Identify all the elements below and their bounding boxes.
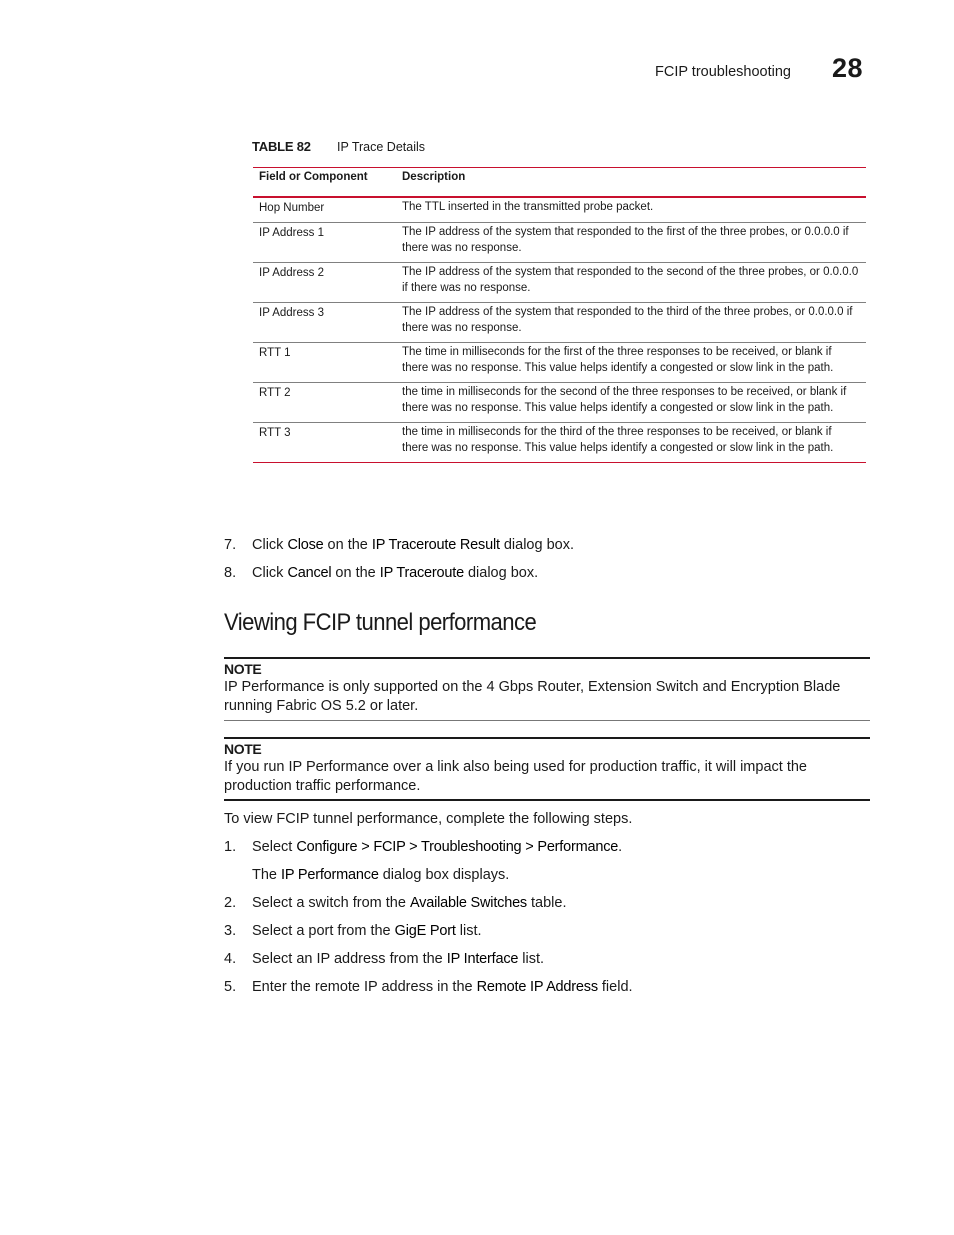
ip-trace-details-table (253, 167, 866, 463)
ui-term-menu-path: Configure > FCIP > Troubleshooting > Performance (296, 839, 619, 855)
table-row (253, 382, 866, 422)
step-number: 3. (224, 923, 237, 939)
step-8-text (252, 565, 538, 581)
step-number: 2. (224, 895, 237, 911)
note-label: NOTE (224, 741, 262, 757)
step-text-part: Click (252, 537, 288, 553)
section-heading: Viewing FCIP tunnel performance (224, 609, 537, 636)
step-1-text (252, 839, 622, 855)
chapter-number: 28 (832, 53, 864, 83)
step-text-part: Enter the remote IP address in the (252, 979, 477, 995)
row-field: Hop Number (253, 197, 396, 222)
ui-term-list: GigE Port (394, 923, 456, 939)
step-number: 8. (224, 565, 237, 581)
table-row (253, 197, 866, 222)
step-text-part: Select (252, 839, 297, 855)
step-text-part: . (618, 839, 623, 855)
note-body (224, 678, 864, 716)
step-text-part: field. (597, 979, 633, 995)
step-7-text (252, 537, 574, 553)
step-text-part: list. (518, 951, 545, 967)
note-top-rule (224, 737, 870, 739)
ui-term-dialog: IP Traceroute Result (371, 537, 500, 553)
step-2-text (252, 895, 566, 911)
table-row (253, 342, 866, 382)
row-field: IP Address 2 (253, 262, 396, 302)
row-description: the time in milliseconds for the second of the three responses to be received, or blank if there was no response. This value helps identify a congested or slow link in the path. (396, 382, 866, 422)
step-text-part: The (252, 867, 282, 883)
row-field: RTT 3 (259, 426, 291, 439)
ui-term-dialog: IP Traceroute (379, 565, 464, 581)
row-field: IP Address 1 (253, 222, 396, 262)
step-5-text (252, 979, 633, 995)
ui-term-list: IP Interface (446, 951, 519, 967)
step-3-text (252, 923, 482, 939)
row-field: RTT 2 (253, 382, 396, 422)
step-number: 4. (224, 951, 237, 967)
note-top-rule (224, 657, 870, 659)
row-description: The IP address of the system that responded to the second of the three probes, or 0.0.0.0 if there was no response. (396, 262, 866, 302)
table-row (253, 422, 866, 462)
ui-term-close: Close (287, 537, 324, 553)
table-title: IP Trace Details (337, 140, 426, 154)
step-1-result-text (252, 867, 509, 883)
note-line: If you run IP Performance over a link also being used for production traffic, it will impact the (224, 759, 807, 775)
note-line: IP Performance is only supported on the 4 Gbps Router, Extension Switch and Encryption Blade (224, 679, 841, 695)
table-label: TABLE 82 (252, 139, 311, 154)
row-description: The IP address of the system that responded to the third of the three probes, or 0.0.0.0 if there was no response. (396, 302, 866, 342)
note-label: NOTE (224, 661, 262, 677)
step-text-part: dialog box displays. (378, 867, 510, 883)
note-line: production traffic performance. (224, 778, 421, 794)
table-row (253, 302, 866, 342)
step-text-part: list. (455, 923, 482, 939)
step-number: 5. (224, 979, 237, 995)
step-number: 1. (224, 839, 237, 855)
ui-term-cancel: Cancel (287, 565, 332, 581)
note-bottom-rule (224, 720, 870, 721)
row-description: The time in milliseconds for the first of the three responses to be received, or blank if there was no response. This value helps identify a congested or slow link in the path. (396, 342, 866, 382)
step-text-part: table. (526, 895, 567, 911)
step-text-part: dialog box. (499, 537, 574, 553)
row-field: IP Address 3 (253, 302, 396, 342)
note-body (224, 758, 864, 796)
ui-term-field: Remote IP Address (476, 979, 598, 995)
running-header-section: FCIP troubleshooting (655, 64, 791, 80)
row-description: the time in milliseconds for the third of the three responses to be received, or blank if there was no response. This value helps identify a congested or slow link in the path. (402, 425, 834, 454)
step-text-part: on the (323, 537, 372, 553)
step-text-part: Select a port from the (252, 923, 395, 939)
intro-paragraph: To view FCIP tunnel performance, complete the following steps. (224, 811, 633, 827)
table-header-row (253, 168, 866, 198)
note-bottom-rule (224, 799, 870, 801)
row-description: The TTL inserted in the transmitted probe packet. (396, 197, 866, 222)
step-text-part: on the (331, 565, 380, 581)
row-field: RTT 1 (253, 342, 396, 382)
step-text-part: Select an IP address from the (252, 951, 447, 967)
ui-term-dialog: IP Performance (281, 867, 379, 883)
table-row (253, 262, 866, 302)
step-number: 7. (224, 537, 237, 553)
step-4-text (252, 951, 544, 967)
step-text-part: Select a switch from the (252, 895, 410, 911)
step-text-part: dialog box. (463, 565, 539, 581)
note-line: running Fabric OS 5.2 or later. (224, 698, 419, 714)
ui-term-table: Available Switches (409, 895, 527, 911)
row-description: The IP address of the system that responded to the first of the three probes, or 0.0.0.0 if there was no response. (396, 222, 866, 262)
column-header-field: Field or Component (253, 168, 396, 198)
step-text-part: Click (252, 565, 288, 581)
column-header-description: Description (396, 168, 866, 198)
table-row (253, 222, 866, 262)
